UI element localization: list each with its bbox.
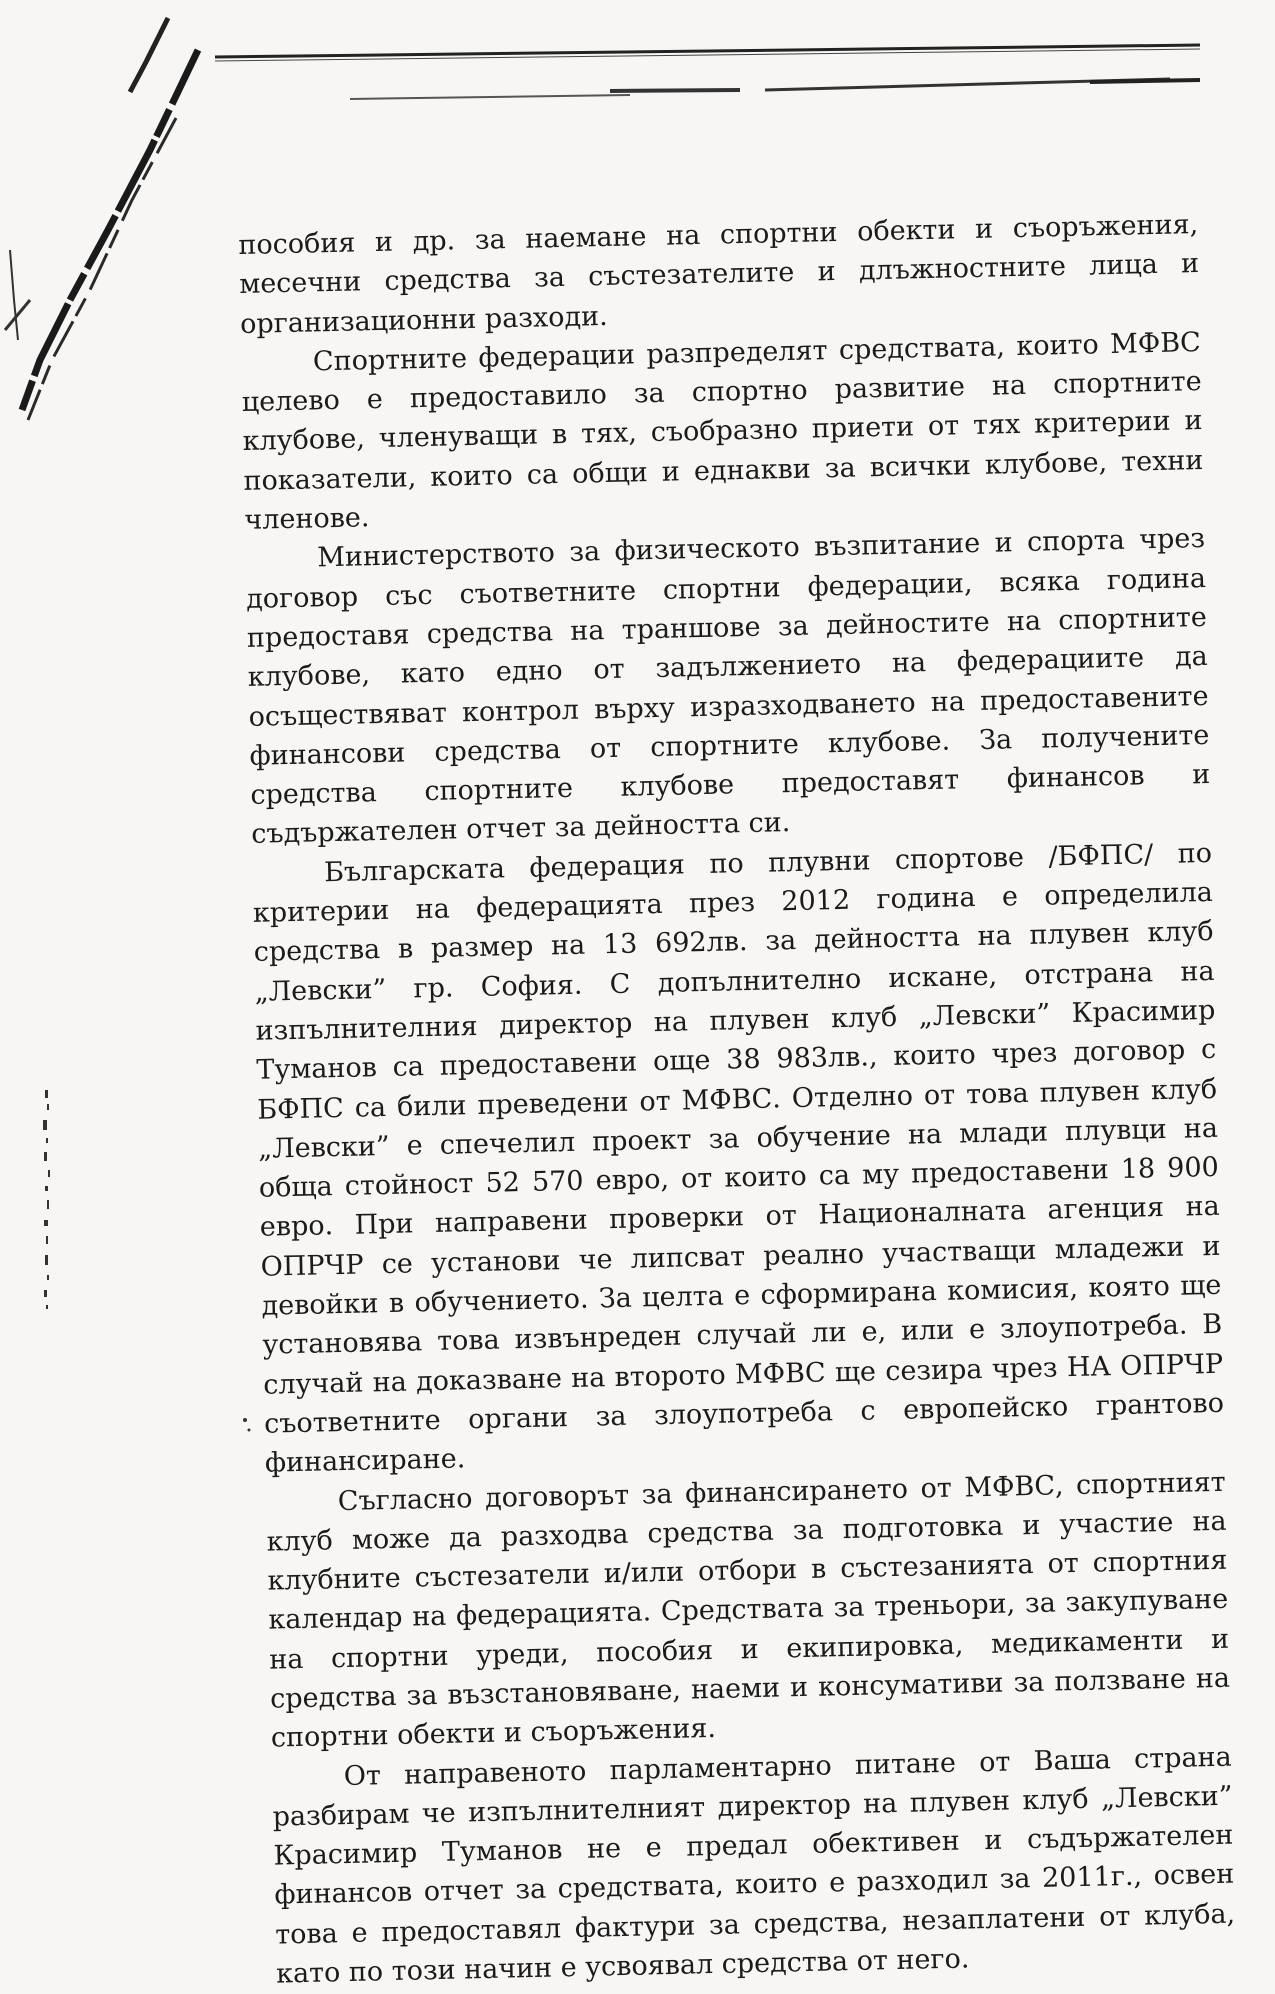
paragraph-2: Спортните федерации разпределят средствата, които МФВС целево е предоставило за спортно развитие на спортните клубове, членуващи в тях, съобразно приети от тях критерии и показатели, които са общи и еднакви за всички клубове, техни членове. <box>241 326 1204 537</box>
paragraph-1: пособия и др. за наемане на спортни обекти и съоръжения, месечни средства за състезателите и длъжностните лица и организационни разходи. <box>238 209 1200 340</box>
paragraph-4: Българската федерация по плувни спортове /БФПС/ по критерии на федерацията през 2012 година е определила средства в размер на 13 692лв. за дейността на плувен клуб „Левски” гр. София. С допълнително искане, отстрана на изпълнителния директор на плувен клуб „Левски” Красимир Туманов са предоставени още 38 983лв., които чрез договор с БФПС са били преведени от МФВС. Отделно от това плувен клуб „Левски” е спечелил проект за обучение на млади плувци на обща стойност 52 570 евро, от които са му предоставени 18 900 евро. При направени проверки от Националната агенция на ОПРЧР се установи че липсват реално участващи младежи и девойки в обучението. За целта е сформирана комисия, която ще установява това извънреден случай ли е, или е злоупотреба. В случай на доказване на второто МФВС ще сезира чрез НА ОПРЧР съответните органи за злоупотреба с европейско грантово финансиране. <box>252 837 1225 1479</box>
header-rule <box>210 35 1220 115</box>
scan-edge-marks <box>0 0 240 460</box>
scan-speckles <box>35 1090 265 1450</box>
paragraph-6: От направеното парламентарно питане от Ваша страна разбирам че изпълнителният директор на плувен клуб „Левски” Красимир Туманов не е предал обективен и съдържателен финансов отчет за средствата, които е разходил за 2011г., освен това е предоставял фактури за средства, незаплатени от клуба, като по този начин е усвоявал средства от него. <box>272 1741 1236 1990</box>
paragraph-3: Министерството за физическото възпитание и спорта чрез договор със съответните спортни федерации, всяка година предоставя средства на траншове за дейностите на спортните клубове, като едно от задължението на федерациите да осъществяват контрол върху изразходването на предоставените финансови средства от спортните клубове. За получените средства спортните клубове предоставят финансов и съдържателен отчет за дейността си. <box>245 523 1211 851</box>
letter-body <box>238 205 1236 1994</box>
paragraph-5: Съгласно договорът за финансирането от МФВС, спортният клуб може да разходва средства за подготовка и участие на клубните състезатели и/или отбори в състезанията от спортния календар на федерацията. Средствата за треньори, за закупуване на спортни уреди, пособия и екипировка, медикаменти и средства за възстановяване, наеми и консумативи за ползване на спортни обекти и съоръжения. <box>266 1466 1231 1754</box>
